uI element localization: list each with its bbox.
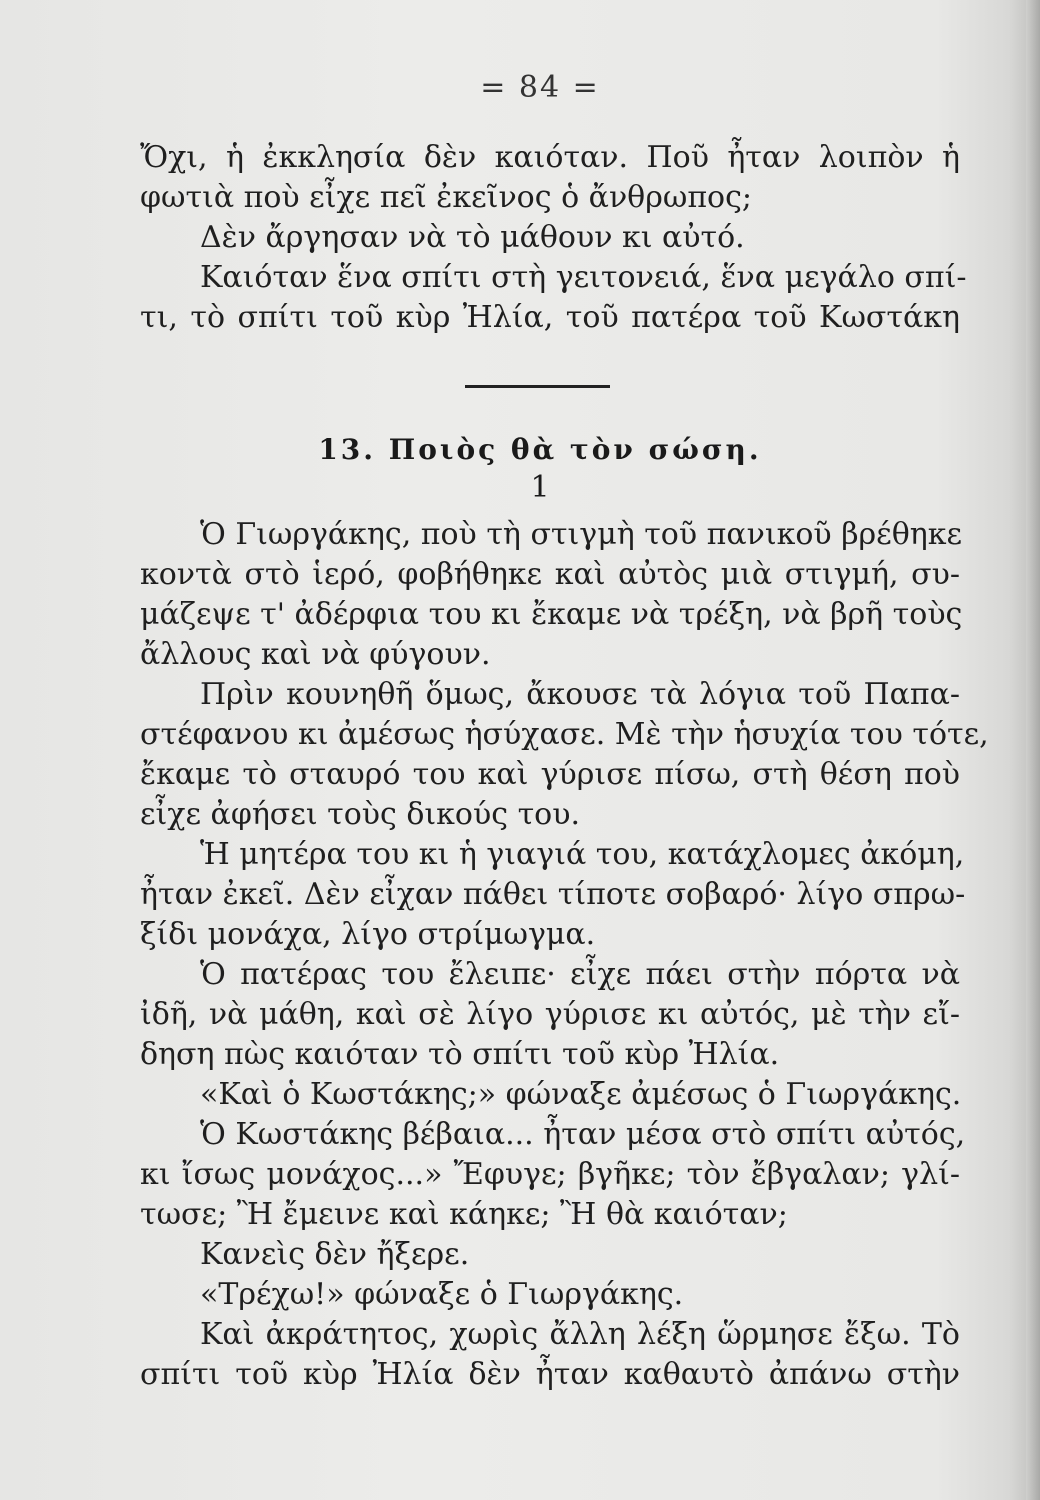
text-line: Ὁ πατέρας του ἔλειπε· εἶχε πάει στὴν πόρτα νὰ <box>200 957 960 992</box>
text-line: τι, τὸ σπίτι τοῦ κὺρ Ἠλία, τοῦ πατέρα τοῦ Κωστάκη <box>140 300 960 335</box>
text-line: κι ἴσως μονάχος...» Ἔφυγε; βγῆκε; τὸν ἔβγαλαν; γλί- <box>140 1157 960 1192</box>
section-divider <box>465 385 610 388</box>
text-line: Κανεὶς δὲν ἤξερε. <box>200 1237 470 1272</box>
text-line: φωτιὰ ποὺ εἶχε πεῖ ἐκεῖνος ὁ ἄνθρωπος; <box>140 180 753 215</box>
text-line: Ὁ Γιωργάκης, ποὺ τὴ στιγμὴ τοῦ πανικοῦ βρέθηκε <box>200 517 963 552</box>
text-line: Ἡ μητέρα του κι ἡ γιαγιά του, κατάχλομες ἀκόμη, <box>200 837 965 872</box>
intro-paragraphs <box>140 138 967 338</box>
section-title: 13. Ποιὸς θὰ τὸν σώση. <box>318 433 762 466</box>
text-line: ἄλλους καὶ νὰ φύγουν. <box>140 637 491 672</box>
text-line: μάζεψε τ' ἀδέρφια του κι ἔκαμε νὰ τρέξη, νὰ βρῆ τοὺς <box>140 597 963 632</box>
page-number: = 84 = <box>480 70 600 105</box>
text-line: Ὄχι, ἡ ἐκκλησία δὲν καιόταν. Ποῦ ἦταν λοιπὸν ἡ <box>140 140 960 175</box>
section-subnumber: 1 <box>530 470 550 505</box>
text-line: κοντὰ στὸ ἱερό, φοβήθηκε καὶ αὐτὸς μιὰ στιγμή, συ- <box>140 557 960 592</box>
text-line: δηση πὼς καιόταν τὸ σπίτι τοῦ κὺρ Ἠλία. <box>140 1037 780 1072</box>
text-line: στέφανου κι ἀμέσως ἡσύχασε. Μὲ τὴν ἡσυχία του τότε, <box>140 717 989 752</box>
text-line: ἔκαμε τὸ σταυρό του καὶ γύρισε πίσω, στὴ θέση ποὺ <box>140 757 960 792</box>
book-spine-shadow <box>1026 0 1040 1500</box>
text-line: Καιόταν ἕνα σπίτι στὴ γειτονειά, ἕνα μεγάλο σπί- <box>200 260 967 295</box>
text-line: Δὲν ἄργησαν νὰ τὸ μάθουν κι αὐτό. <box>200 220 745 255</box>
text-line: «Τρέχω!» φώναξε ὁ Γιωργάκης. <box>200 1277 684 1312</box>
text-line: ἰδῆ, νὰ μάθη, καὶ σὲ λίγο γύρισε κι αὐτός, μὲ τὴν εἴ- <box>140 997 960 1032</box>
text-line: Ὁ Κωστάκης βέβαια... ἦταν μέσα στὸ σπίτι αὐτός, <box>200 1117 966 1152</box>
text-line: εἶχε ἀφήσει τοὺς δικούς του. <box>140 797 580 832</box>
text-line: ἦταν ἐκεῖ. Δὲν εἶχαν πάθει τίποτε σοβαρό· λίγο σπρω- <box>140 877 966 912</box>
text-line: Καὶ ἀκράτητος, χωρὶς ἄλλη λέξη ὥρμησε ἔξω. Τὸ <box>200 1317 960 1352</box>
text-line: ξίδι μονάχα, λίγο στρίμωγμα. <box>140 917 596 952</box>
chapter-body <box>140 515 989 1395</box>
text-line: τωσε; Ἢ ἔμεινε καὶ κάηκε; Ἢ θὰ καιόταν; <box>140 1197 788 1232</box>
text-line: σπίτι τοῦ κὺρ Ἠλία δὲν ἦταν καθαυτὸ ἀπάνω στὴν <box>140 1357 960 1392</box>
text-line: «Καὶ ὁ Κωστάκης;» φώναξε ἀμέσως ὁ Γιωργάκης. <box>200 1077 962 1112</box>
text-line: Πρὶν κουνηθῆ ὅμως, ἄκουσε τὰ λόγια τοῦ Παπα- <box>200 677 960 712</box>
